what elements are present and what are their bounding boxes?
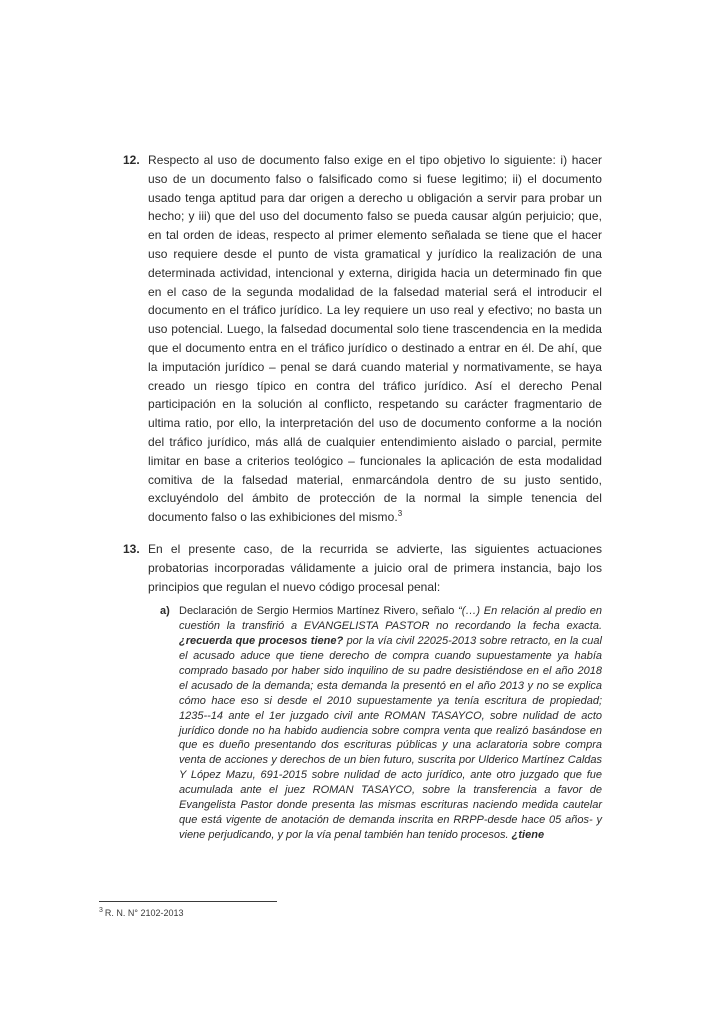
item-a-quote-text: “(…) En relación al predio en cuestión la transfirió a EVANGELISTA PASTOR no recordando la fecha exacta. [179,605,602,633]
item-a-label: a) [160,605,170,618]
paragraph-13-number: 13. [123,541,140,556]
item-a-intro-text: Declaración de Sergio Hermios Martínez Rivero, señalo [179,605,459,618]
footnote-area [99,901,529,919]
item-a-text [179,604,602,843]
paragraph-12-number: 12. [123,153,140,167]
footnote-separator-rule [99,901,277,902]
paragraph-12-text [148,151,602,527]
footnote-marker: 3 [99,907,103,914]
item-a-declaration [160,604,602,843]
paragraph-12-body-text: Respecto al uso de documento falso exige en el tipo objetivo lo siguiente: i) hacer uso de un documento falso o falsificado como si fuese legitimo; ii) el documento usado tenga aptitud para dar origen a derecho u obligación a servir para probar un hecho; y iii) que del uso del documento falso se pueda causar algún perjuicio; que, en tal orden de ideas, respecto al primer elemento señalada se tiene que el hacer uso requiere desde el punto de vista gramatical y jurídico la realización de una determinada actividad, intencional y externa, dirigida hacia un determinado fin que en el caso de la segunda modalidad de la falsedad material será el introducir el documento en el tráfico jurídico. La ley requiere un uso real y efectivo; no basta un uso potencial. Luego, la falsedad documental solo tiene trascendencia en la medida que el documento entra en el tráfico jurídico o destinado a entrar en él. De ahí, que la imputación jurídico – penal se dará cuando material y normativamente, se haya creado un riesgo típico en contra del tráfico jurídico. Así el derecho Penal participación en la solución al conflicto, respetando su carácter fragmentario de ultima ratio, por ello, la interpretación del uso de documento conforme a la noción del tráfico jurídico, más allá de cualquier entendimiento aislado o parcial, permite limitar en base a criterios teológico – funcionales la aplicación de esta modalidad comitiva de la falsedad material, enmarcándola dentro de su justo sentido, excluyéndolo del ámbito de protección de la normal la simple tenencia del documento falso o las exhibiciones del mismo. [148,153,602,525]
footnote-citation: R. N. N° 2102-2013 [104,908,184,918]
paragraph-13-text: En el presente caso, de la recurrida se advierte, las siguientes actuaciones probatorias incorporadas válidamente a juicio oral de primera instancia, bajo los principios que regulan el nuevo código procesal penal: [148,541,602,594]
item-a-quote-continuation: por la vía civil 22025-2013 sobre retracto, en la cual el acusado aduce que tiene derecho de compra cuando supuestamente ya había comprado basado por haber sido inquilino de su padre desistiéndose en el año 2018 el acusado de la demanda; esta demanda la presentó en el año 2013 y no se explica cómo hace eso si desde el 2010 supuestamente ya tenía escritura de propiedad; 1235--14 ante el 1er juzgado civil ante ROMAN TASAYCO, sobre nulidad de acto jurídico donde no ha habido audiencia sobre compra venta que realizó basándose en que es dueño presentando dos escrituras públicas y una aclaratoria sobre compra venta de acciones y derechos de un bien futuro, suscrita por Ulderico Martínez Caldas Y López Mazu, 691-2015 sobre nulidad de acto jurídico, ante otro juzgado que fue acumulada ante el juez ROMAN TASAYCO, sobre la transferencia a favor de Evangelista Pastor donde presenta las mismas escrituras naciendo medida cautelar que está vigente de anotación de demanda inscrita en RRPP-desde hace 05 años- y viene perjudicando, y por la vía penal también han tenido procesos. [179,635,602,841]
paragraph-12 [123,151,602,527]
document-body [123,151,602,843]
footnote-text [99,907,529,919]
paragraph-13 [123,540,602,596]
footnote-reference-3: 3 [397,509,403,519]
item-a-question-emphasis: ¿recuerda que procesos tiene? [179,635,347,648]
item-a-trailing-emphasis: ¿tiene [511,828,545,841]
